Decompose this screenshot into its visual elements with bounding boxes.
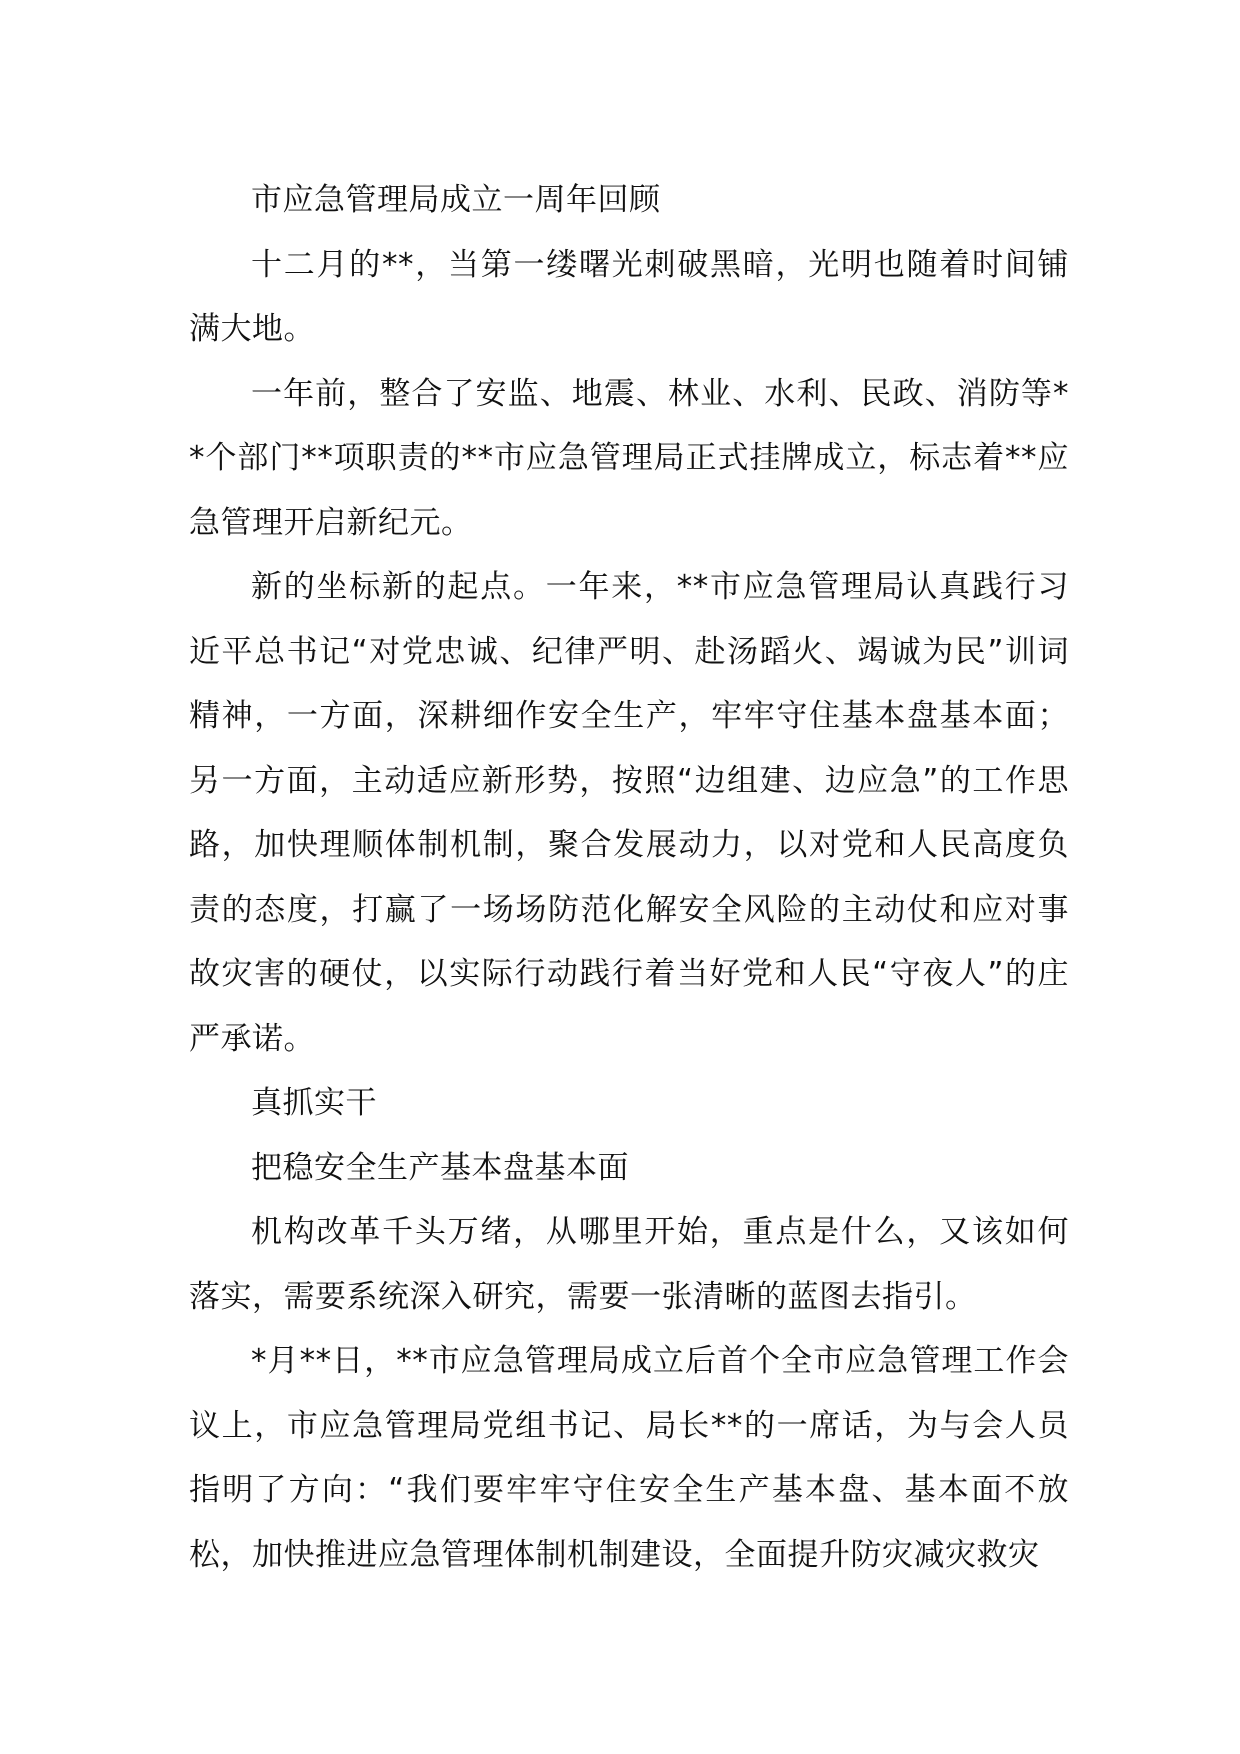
paragraph-4: 机构改革千头万绪，从哪里开始，重点是什么，又该如何落实，需要系统深入研究，需要一张清晰的蓝图去指引。 [189, 1214, 1069, 1315]
paragraph-5: *月**日，**市应急管理局成立后首个全市应急管理工作会议上，市应急管理局党组书记、局长**的一席话，为与会人员指明了方向：“我们要牢牢守住安全生产基本盘、基本面不放松，加快推进应急管理体制机制建设，全面提升防灾减灾救灾 [189, 1343, 1069, 1573]
document-page [189, 168, 1069, 1587]
paragraph-2: 一年前，整合了安监、地震、林业、水利、民政、消防等**个部门**项职责的**市应急管理局正式挂牌成立，标志着**应急管理开启新纪元。 [189, 375, 1069, 541]
section-heading-2: 把稳安全生产基本盘基本面 [251, 1149, 629, 1186]
section-heading-1: 真抓实干 [251, 1085, 377, 1121]
document-title: 市应急管理局成立一周年回顾 [251, 182, 661, 218]
paragraph-3: 新的坐标新的起点。一年来，**市应急管理局认真践行习近平总书记“对党忠诚、纪律严明、赴汤蹈火、竭诚为民”训词精神，一方面，深耕细作安全生产，牢牢守住基本盘基本面；另一方面，主动适应新形势，按照“边组建、边应急”的工作思路，加快理顺体制机制，聚合发展动力，以对党和人民高度负责的态度，打赢了一场场防范化解安全风险的主动仗和应对事故灾害的硬仗，以实际行动践行着当好党和人民“守夜人”的庄严承诺。 [189, 569, 1069, 1057]
paragraph-1: 十二月的**，当第一缕曙光刺破黑暗，光明也随着时间铺满大地。 [189, 246, 1069, 347]
